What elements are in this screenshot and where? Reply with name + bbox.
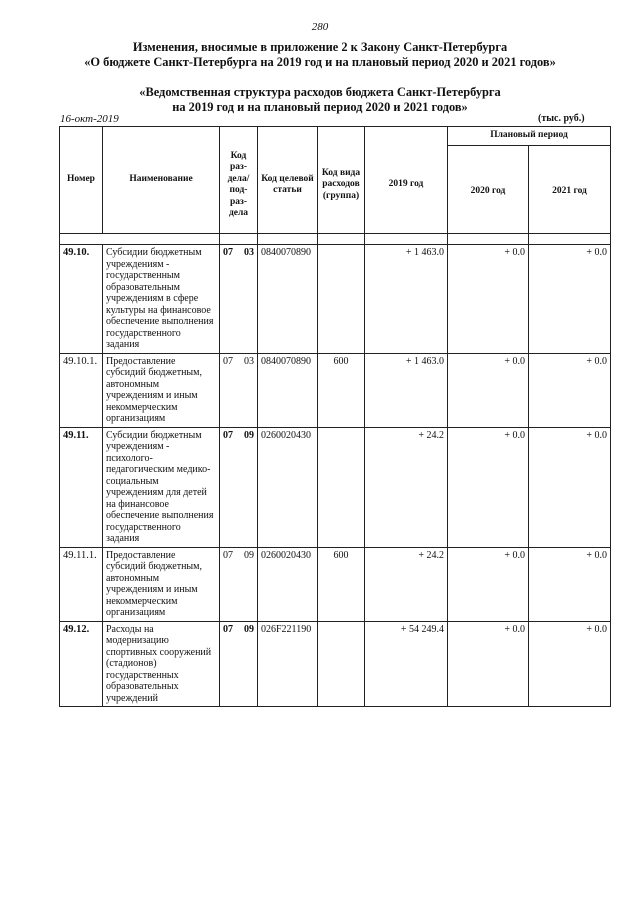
row-subsection: 09 <box>239 427 258 547</box>
row-number: 49.11. <box>60 427 103 547</box>
table-row <box>60 353 611 427</box>
row-amount-2019: + 1 463.0 <box>365 353 448 427</box>
row-target-code: 0260020430 <box>258 427 318 547</box>
col-header-2021: 2021 год <box>529 146 611 234</box>
row-target-code: 026F221190 <box>258 621 318 707</box>
row-target-code: 0840070890 <box>258 245 318 354</box>
row-number: 49.10.1. <box>60 353 103 427</box>
row-amount-2019: + 54 249.4 <box>365 621 448 707</box>
col-header-number: Номер <box>60 127 103 234</box>
row-amount-2020: + 0.0 <box>448 353 529 427</box>
row-number: 49.10. <box>60 245 103 354</box>
row-name: Субсидии бюджетным учреждениям - психолого-педагогическим медико-социальным учреждениям для детей на финансовое обеспечение выполнения государственного задания <box>103 427 220 547</box>
col-header-section: Код раз- дела/ под- раз- дела <box>220 127 258 234</box>
row-subsection: 09 <box>239 621 258 707</box>
header-spacer-row <box>60 234 611 245</box>
row-amount-2020: + 0.0 <box>448 427 529 547</box>
row-name: Расходы на модернизацию спортивных сооружений (стадионов) государственных образовательных учреждений <box>103 621 220 707</box>
row-amount-2021: + 0.0 <box>529 621 611 707</box>
row-section: 07 <box>220 621 239 707</box>
page-number: 280 <box>311 21 329 33</box>
appendix-title <box>0 85 640 115</box>
row-target-code: 0260020430 <box>258 547 318 621</box>
row-section: 07 <box>220 427 239 547</box>
row-number: 49.12. <box>60 621 103 707</box>
row-expense-type <box>318 427 365 547</box>
col-header-name: Наименование <box>103 127 220 234</box>
title-line-2: «О бюджете Санкт-Петербурга на 2019 год и на плановый период 2020 и 2021 годов» <box>84 55 556 69</box>
title-line-1: Изменения, вносимые в приложение 2 к Закону Санкт-Петербурга <box>132 40 508 54</box>
row-amount-2021: + 0.0 <box>529 427 611 547</box>
row-name: Субсидии бюджетным учреждениям - государственным образовательным учреждениям в сфере культуры на финансовое обеспечение выполнения государственного задания <box>103 245 220 354</box>
document-title <box>0 40 640 70</box>
row-amount-2021: + 0.0 <box>529 547 611 621</box>
col-header-2020: 2020 год <box>448 146 529 234</box>
units-label: (тыс. руб.) <box>538 113 585 124</box>
row-section: 07 <box>220 547 239 621</box>
table-row <box>60 245 611 354</box>
table-row <box>60 547 611 621</box>
row-section: 07 <box>220 245 239 354</box>
budget-table <box>59 126 611 707</box>
row-expense-type <box>318 245 365 354</box>
appendix-title-line-2: на 2019 год и на плановый период 2020 и 2021 годов» <box>172 100 468 114</box>
row-amount-2020: + 0.0 <box>448 547 529 621</box>
row-section: 07 <box>220 353 239 427</box>
row-amount-2019: + 1 463.0 <box>365 245 448 354</box>
row-number: 49.11.1. <box>60 547 103 621</box>
row-expense-type: 600 <box>318 353 365 427</box>
col-header-planned: Плановый период <box>448 127 611 146</box>
row-amount-2021: + 0.0 <box>529 353 611 427</box>
row-name: Предоставление субсидий бюджетным, автономным учреждениям и иным некоммерческим организациям <box>103 547 220 621</box>
appendix-title-line-1: «Ведомственная структура расходов бюджета Санкт-Петербурга <box>139 85 501 99</box>
row-amount-2020: + 0.0 <box>448 621 529 707</box>
col-header-2019: 2019 год <box>365 127 448 234</box>
row-name: Предоставление субсидий бюджетным, автономным учреждениям и иным некоммерческим организациям <box>103 353 220 427</box>
document-date: 16-окт-2019 <box>60 113 119 125</box>
col-header-target: Код целевой статьи <box>258 127 318 234</box>
row-amount-2020: + 0.0 <box>448 245 529 354</box>
table-row <box>60 427 611 547</box>
col-header-expense-type: Код вида расходов (группа) <box>318 127 365 234</box>
row-expense-type: 600 <box>318 547 365 621</box>
table-row <box>60 621 611 707</box>
row-amount-2019: + 24.2 <box>365 547 448 621</box>
row-subsection: 03 <box>239 245 258 354</box>
row-expense-type <box>318 621 365 707</box>
row-subsection: 03 <box>239 353 258 427</box>
row-target-code: 0840070890 <box>258 353 318 427</box>
row-amount-2021: + 0.0 <box>529 245 611 354</box>
row-subsection: 09 <box>239 547 258 621</box>
table-header-row <box>60 127 611 146</box>
row-amount-2019: + 24.2 <box>365 427 448 547</box>
